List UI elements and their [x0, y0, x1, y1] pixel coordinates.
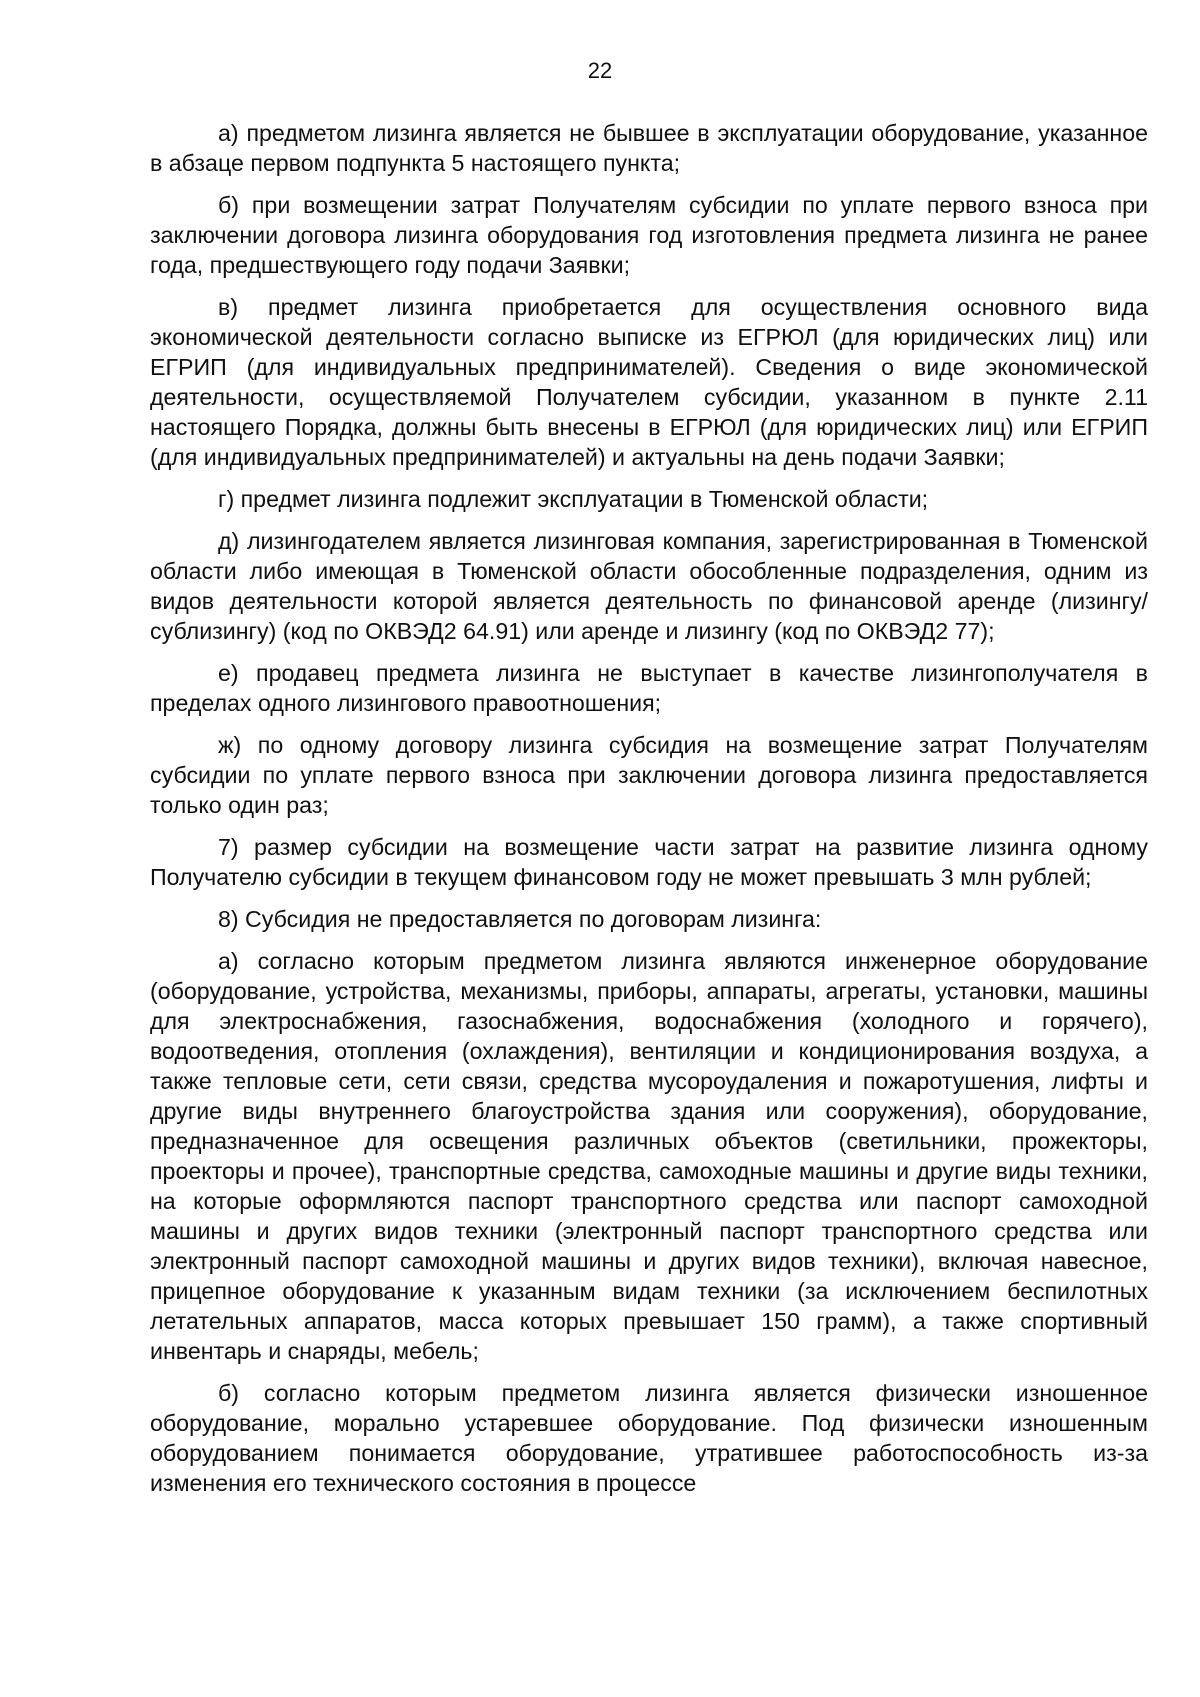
paragraph-item-a-new-equipment: а) предметом лизинга является не бывшее в эксплуатации оборудование, указанное в абзаце первом подпункта 5 настоящего пункта;: [150, 120, 1148, 176]
paragraph-item-v-economic-activity: в) предмет лизинга приобретается для осуществления основного вида экономической деятельности согласно выписке из ЕГРЮЛ (для юридических лиц) или ЕГРИП (для индивидуальных предпринимателей). Сведения о виде экономической деятельности, осуществляемой Получателем субсидии, указанном в пункте 2.11 настоящего Порядка, должны быть внесены в ЕГРЮЛ (для юридических лиц) или ЕГРИП (для индивидуальных предпринимателей) и актуальны на день подачи Заявки;: [150, 294, 1148, 470]
paragraph-item-g-tyumen-region: г) предмет лизинга подлежит эксплуатации в Тюменской области;: [218, 486, 929, 512]
document-body: [150, 118, 1148, 1510]
paragraph-7-subsidy-limit: 7) размер субсидии на возмещение части затрат на развитие лизинга одному Получателю субсидии в текущем финансовом году не может превышать 3 млн рублей;: [150, 834, 1148, 890]
paragraph-8-exclusions: 8) Субсидия не предоставляется по договорам лизинга:: [218, 906, 822, 932]
paragraph-item-b-manufacture-year: б) при возмещении затрат Получателям субсидии по уплате первого взноса при заключении договора лизинга оборудования год изготовления предмета лизинга не ранее года, предшествующего году подачи Заявки;: [150, 192, 1148, 278]
paragraph-item-e-seller: е) продавец предмета лизинга не выступает в качестве лизингополучателя в пределах одного лизингового правоотношения;: [150, 660, 1148, 716]
paragraph-8a-excluded-equipment: а) согласно которым предметом лизинга являются инженерное оборудование (оборудование, устройства, механизмы, приборы, аппараты, агрегаты, установки, машины для электроснабжения, газоснабжения, водоснабжения (холодного и горячего), водоотведения, отопления (охлаждения), вентиляции и кондиционирования воздуха, а также тепловые сети, сети связи, средства мусороудаления и пожаротушения, лифты и другие виды внутреннего благоустройства здания или сооружения), оборудование, предназначенное для освещения различных объектов (светильники, прожекторы, проекторы и прочее), транспортные средства, самоходные машины и другие виды техники, на которые оформляются паспорт транспортного средства или паспорт самоходной машины и других видов техники (электронный паспорт транспортного средства или электронный паспорт самоходной машины и других видов техники), включая навесное, прицепное оборудование к указанным видам техники (за исключением беспилотных летательных аппаратов, масса которых превышает 150 грамм), а также спортивный инвентарь и снаряды, мебель;: [150, 948, 1148, 1364]
paragraph-item-zh-once-per-contract: ж) по одному договору лизинга субсидия на возмещение затрат Получателям субсидии по уплате первого взноса при заключении договора лизинга предоставляется только один раз;: [150, 732, 1148, 818]
paragraph-item-d-lessor: д) лизингодателем является лизинговая компания, зарегистрированная в Тюменской области либо имеющая в Тюменской области обособленные подразделения, одним из видов деятельности которой является деятельность по финансовой аренде (лизингу/сублизингу) (код по ОКВЭД2 64.91) или аренде и лизингу (код по ОКВЭД2 77);: [150, 528, 1148, 644]
page-number: 22: [587, 58, 613, 83]
paragraph-8b-worn-equipment: б) согласно которым предметом лизинга является физически изношенное оборудование, морально устаревшее оборудование. Под физически изношенным оборудованием понимается оборудование, утратившее работоспособность из-за изменения его технического состояния в процессе: [150, 1380, 1148, 1496]
